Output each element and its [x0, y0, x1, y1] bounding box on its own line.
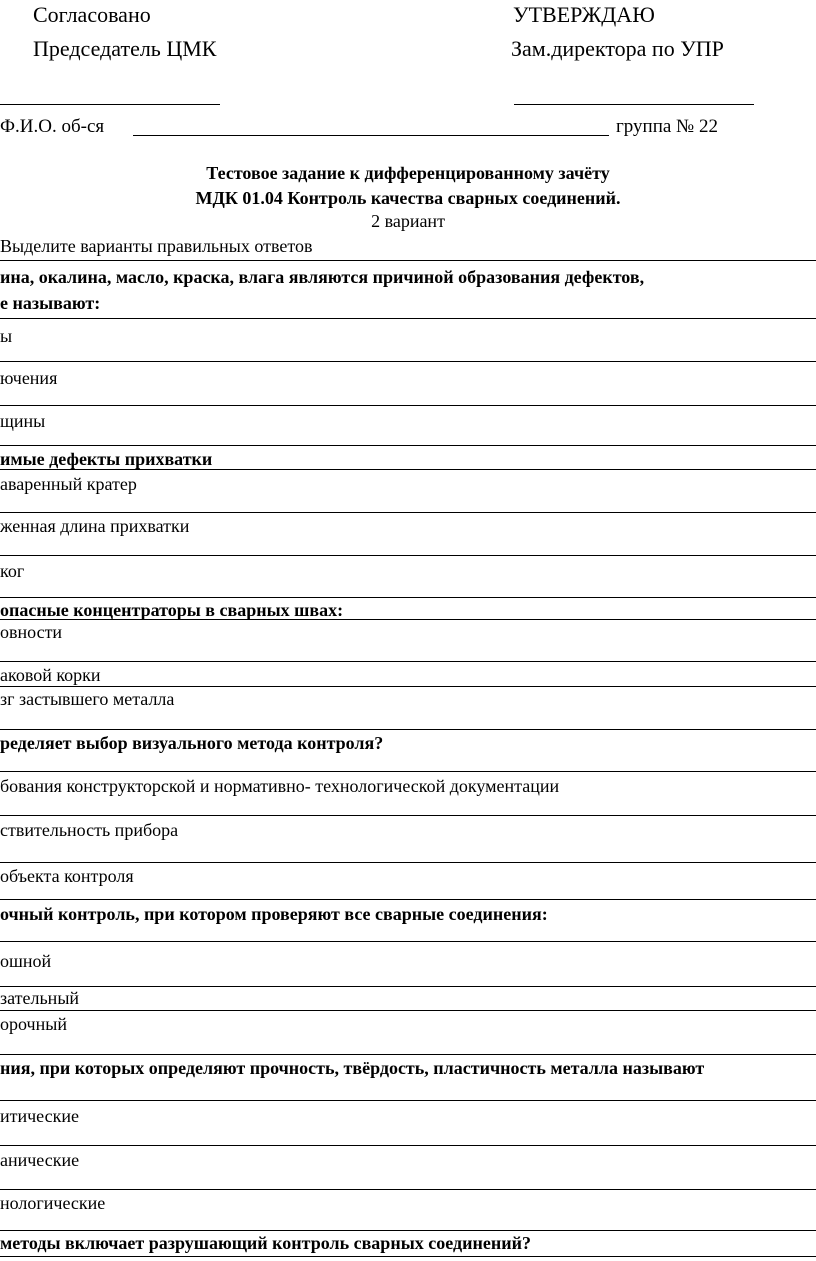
table-rule	[0, 771, 816, 772]
table-rule	[0, 1010, 816, 1011]
answer-option[interactable]: нологические	[0, 1193, 106, 1213]
answer-option[interactable]: ошной	[0, 951, 52, 971]
question-4-text: ределяет выбор визуального метода контроля?	[0, 733, 384, 753]
left-signature-line	[0, 104, 220, 105]
answer-option[interactable]: ы	[0, 326, 13, 346]
question-2-text: имые дефекты прихватки	[0, 449, 213, 469]
table-rule	[0, 729, 816, 730]
variant-label: 2 вариант	[371, 211, 445, 231]
instruction-text: Выделите варианты правильных ответов	[0, 236, 313, 256]
table-rule	[0, 815, 816, 816]
table-rule	[0, 686, 816, 687]
deputy-director-label: Зам.директора по УПР	[511, 36, 724, 61]
table-rule	[0, 899, 816, 900]
fio-line	[133, 135, 609, 136]
table-rule	[0, 1230, 816, 1231]
agreed-label: Согласовано	[33, 2, 151, 27]
answer-option[interactable]: анические	[0, 1150, 80, 1170]
question-1-text-cont: е называют:	[0, 293, 101, 313]
table-rule	[0, 318, 816, 319]
fio-label: Ф.И.О. об-ся	[0, 116, 105, 137]
table-rule	[0, 555, 816, 556]
test-title: Тестовое задание к дифференцированному зачёту	[206, 163, 610, 183]
answer-option[interactable]: ючения	[0, 368, 58, 388]
table-rule	[0, 1054, 816, 1055]
answer-option[interactable]: зг застывшего металла	[0, 689, 175, 709]
table-rule	[0, 619, 816, 620]
answer-option[interactable]: итические	[0, 1106, 79, 1126]
table-rule	[0, 260, 816, 261]
answer-option[interactable]: орочный	[0, 1014, 67, 1034]
approve-label: УТВЕРЖДАЮ	[513, 2, 655, 27]
answer-option[interactable]: зательный	[0, 988, 80, 1008]
table-rule	[0, 445, 816, 446]
table-rule	[0, 661, 816, 662]
question-6-text: ния, при которых определяют прочность, твёрдость, пластичность металла называют	[0, 1058, 705, 1078]
table-rule	[0, 1145, 816, 1146]
table-rule	[0, 1189, 816, 1190]
table-rule	[0, 862, 816, 863]
group-label: группа № 22	[616, 116, 718, 137]
answer-option[interactable]: овности	[0, 622, 63, 642]
answer-option[interactable]: ствительность прибора	[0, 820, 179, 840]
table-rule	[0, 597, 816, 598]
table-rule	[0, 405, 816, 406]
question-5-text: очный контроль, при котором проверяют все сварные соединения:	[0, 904, 548, 924]
table-rule	[0, 469, 816, 470]
question-3-text: опасные концентраторы в сварных швах:	[0, 600, 344, 620]
question-7-text: методы включает разрушающий контроль сварных соединений?	[0, 1233, 531, 1253]
table-rule	[0, 941, 816, 942]
table-rule	[0, 986, 816, 987]
table-rule	[0, 1100, 816, 1101]
right-signature-line	[514, 104, 754, 105]
answer-option[interactable]: аковой корки	[0, 665, 101, 685]
answer-option[interactable]: щины	[0, 411, 46, 431]
cmk-chairman-label: Председатель ЦМК	[33, 36, 217, 61]
answer-option[interactable]: аваренный кратер	[0, 474, 137, 494]
answer-option[interactable]: бования конструкторской и нормативно- технологической документации	[0, 776, 560, 796]
table-rule	[0, 1256, 816, 1257]
answer-option[interactable]: ког	[0, 561, 25, 581]
question-1-text: ина, окалина, масло, краска, влага являются причиной образования дефектов,	[0, 267, 645, 287]
course-title: МДК 01.04 Контроль качества сварных соединений.	[195, 188, 621, 208]
table-rule	[0, 512, 816, 513]
table-rule	[0, 361, 816, 362]
answer-option[interactable]: объекта контроля	[0, 866, 134, 886]
answer-option[interactable]: женная длина прихватки	[0, 516, 190, 536]
